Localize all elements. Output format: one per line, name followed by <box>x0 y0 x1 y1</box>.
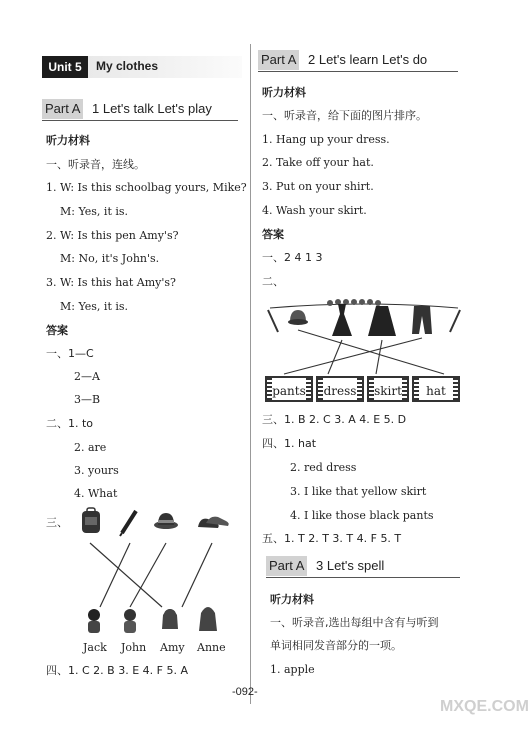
left-part-tag: Part A <box>42 99 83 119</box>
hanging-skirt-icon <box>368 306 396 336</box>
right-answer-heading: 答案 <box>262 228 284 241</box>
left-instruction: 一、听录音，连线。 <box>46 158 145 171</box>
answer-line: 2—A <box>74 370 100 383</box>
left-part-rule <box>42 120 238 121</box>
dialogue-line: M: Yes, it is. <box>60 300 129 313</box>
answer-line: 一、1—C <box>46 347 94 360</box>
kid-name: Anne <box>197 641 226 654</box>
listening-item: 1. Hang up your dress. <box>262 133 390 146</box>
part3-listening-heading: 听力材料 <box>270 593 314 606</box>
answer-line: 一、2 4 1 3 <box>262 251 323 264</box>
answer-line: 2. red dress <box>290 461 357 474</box>
listening-item: 2. Take off your hat. <box>262 156 374 169</box>
left-answer-heading: 答案 <box>46 324 68 337</box>
answer-line: 三、1. B 2. C 3. A 4. E 5. D <box>262 413 407 426</box>
birds-icon <box>327 299 381 306</box>
answer-line: 4. What <box>74 487 118 500</box>
hanging-hat-icon <box>288 310 308 325</box>
pen-icon <box>120 511 136 536</box>
dialogue-line: 2. W: Is this pen Amy's? <box>46 229 179 242</box>
dialogue-line: M: No, it's John's. <box>60 252 160 265</box>
part3-rule <box>266 577 460 578</box>
clothesline-figure <box>264 292 464 376</box>
answer-line: 二、1. to <box>46 417 94 430</box>
schoolbag-icon <box>82 508 100 533</box>
answer-line: 四、1. hat <box>262 437 317 450</box>
right-part-tag: Part A <box>258 50 299 70</box>
right-instruction: 一、听录音，给下面的图片排序。 <box>262 109 427 122</box>
left-part-title: 1 Let's talk Let's play <box>92 101 212 116</box>
kid-jack-icon <box>88 609 100 633</box>
answer-line: 2. are <box>74 441 107 454</box>
answer-section-3-label: 三、 <box>46 516 68 529</box>
dialogue-line: 3. W: Is this hat Amy's? <box>46 276 176 289</box>
part3-instruction: 单词相同发音部分的一项。 <box>270 639 402 652</box>
part3-instruction: 一、听录音,选出每组中含有与听到 <box>270 616 439 629</box>
answer-line: 4. I like those black pants <box>290 509 434 522</box>
kid-name: Amy <box>160 641 185 654</box>
left-listening-heading: 听力材料 <box>46 134 90 147</box>
word-card: hat <box>412 376 460 402</box>
part3-tag: Part A <box>266 556 307 576</box>
matching-figure <box>60 505 240 635</box>
right-part-title: 2 Let's learn Let's do <box>308 52 428 67</box>
kid-name: John <box>121 641 147 654</box>
answer-line: 五、1. T 2. T 3. T 4. F 5. T <box>262 532 402 545</box>
answer-line: 3—B <box>74 393 101 406</box>
listening-item: 4. Wash your skirt. <box>262 204 367 217</box>
word-card: pants <box>265 376 313 402</box>
shoes-icon <box>198 517 229 528</box>
listening-item: 3. Put on your shirt. <box>262 180 374 193</box>
unit-tag: Unit 5 <box>42 56 88 78</box>
column-divider <box>250 44 251 704</box>
word-card: skirt <box>367 376 409 402</box>
answer-line: 3. I like that yellow skirt <box>290 485 427 498</box>
listening-item: 1. apple <box>270 663 315 676</box>
part3-title: 3 Let's spell <box>316 558 385 573</box>
hat-icon <box>154 513 178 529</box>
word-card: dress <box>316 376 364 402</box>
dialogue-line: M: Yes, it is. <box>60 205 129 218</box>
right-listening-heading: 听力材料 <box>262 86 306 99</box>
answer-line: 3. yours <box>74 464 119 477</box>
kid-amy-icon <box>162 609 178 629</box>
unit-title: My clothes <box>96 59 159 73</box>
page-number: -092- <box>232 686 258 698</box>
hanging-pants-icon <box>412 306 432 334</box>
answer-line: 四、1. C 2. B 3. E 4. F 5. A <box>46 664 188 677</box>
right-part-rule <box>258 71 458 72</box>
kid-anne-icon <box>199 607 217 631</box>
answer-section-2-label: 二、 <box>262 275 284 288</box>
hanging-dress-icon <box>332 304 352 336</box>
kid-name: Jack <box>83 641 107 654</box>
watermark: MXQE.COM <box>440 698 529 715</box>
dialogue-line: 1. W: Is this schoolbag yours, Mike? <box>46 181 247 194</box>
kid-john-icon <box>124 609 136 633</box>
